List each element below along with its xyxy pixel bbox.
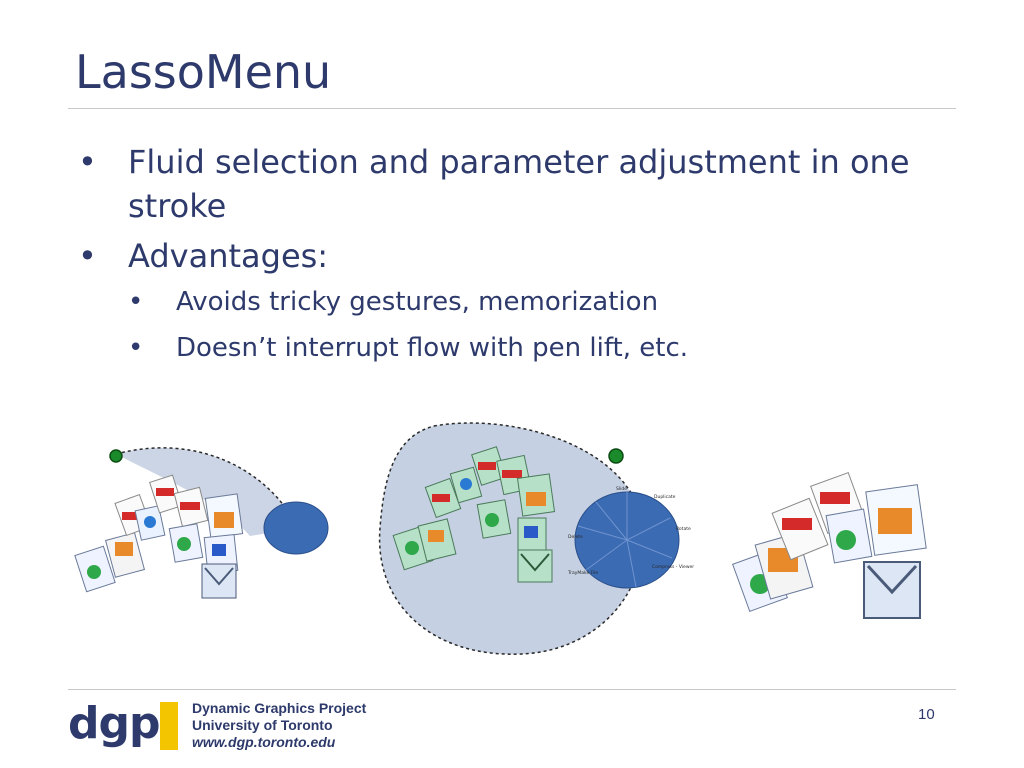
pie-label: Compress - Viewer: [652, 565, 695, 570]
pie-label: Duplicate: [654, 495, 676, 500]
org-name: Dynamic Graphics Project: [192, 700, 367, 716]
bullet-item: [78, 234, 938, 278]
bullet-marker: •: [128, 333, 144, 363]
bullet-list: [78, 140, 938, 376]
bullet-item: [78, 140, 938, 228]
pie-label: Delete: [568, 535, 583, 540]
lasso-region-illustration: [372, 418, 702, 660]
stroke-start-dot: [110, 450, 122, 462]
sub-bullet-text: Avoids tricky gestures, memorization: [176, 287, 659, 317]
pie-label: Rotate: [676, 527, 691, 532]
pie-menu: [264, 502, 328, 554]
sub-bullet-text: Doesn’t interrupt flow with pen lift, etc.: [176, 333, 689, 363]
slide-title: LassoMenu: [75, 45, 332, 99]
selected-icons-closeup: [730, 452, 955, 632]
sub-bullet-item: [128, 330, 938, 366]
file-icons-cluster: [733, 473, 927, 618]
dgp-logo-letters: dgp: [68, 698, 160, 749]
logo-accent-bar: [160, 702, 178, 750]
bullet-marker: •: [78, 143, 97, 181]
footer-divider: [68, 689, 956, 690]
page-number: 10: [918, 706, 935, 723]
bullet-marker: •: [128, 287, 144, 317]
dgp-logo: [68, 700, 388, 752]
stroke-end-dot: [609, 449, 623, 463]
sub-bullet-item: [128, 284, 938, 320]
university-name: University of Toronto: [192, 717, 333, 733]
bullet-text: Advantages:: [128, 237, 329, 275]
lasso-stroke-illustration: [70, 432, 340, 612]
bullet-text: Fluid selection and parameter adjustment in one stroke: [128, 143, 910, 225]
pie-label: Slide: [616, 487, 627, 492]
bullet-marker: •: [78, 237, 97, 275]
pie-label: TrayMake File: [568, 571, 599, 576]
title-divider: [68, 108, 956, 109]
org-url: www.dgp.toronto.edu: [192, 734, 336, 750]
logo-text: [192, 700, 366, 751]
